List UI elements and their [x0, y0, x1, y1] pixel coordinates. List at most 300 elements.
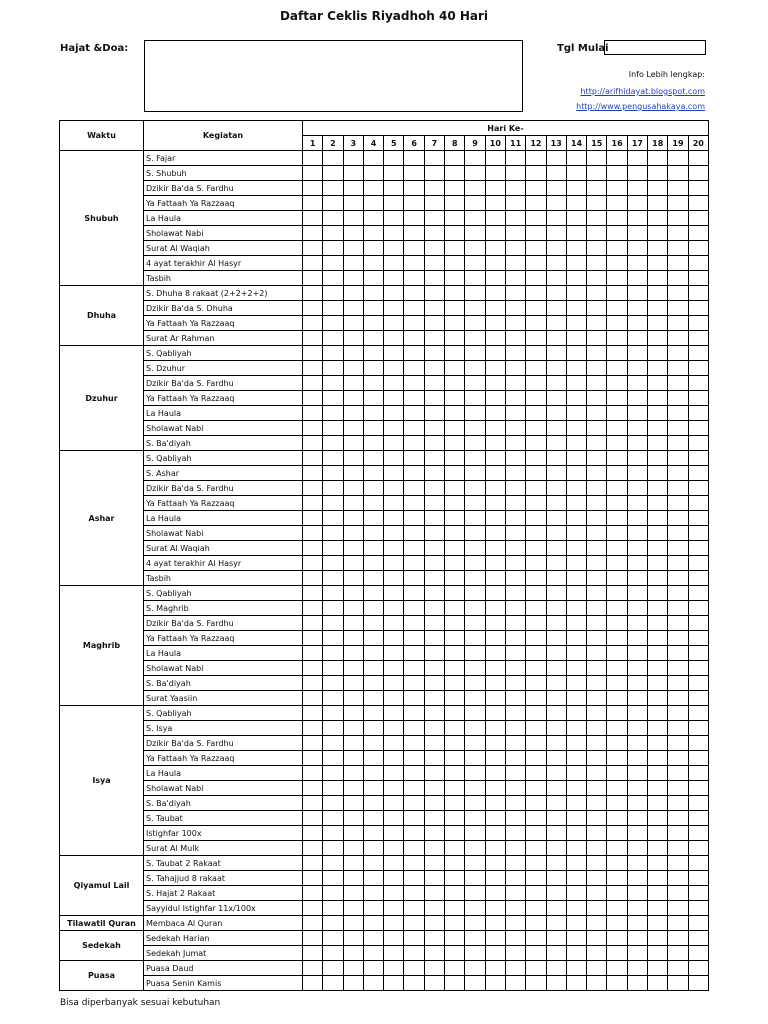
check-cell[interactable]	[363, 376, 383, 391]
check-cell[interactable]	[688, 421, 708, 436]
check-cell[interactable]	[648, 361, 668, 376]
check-cell[interactable]	[363, 736, 383, 751]
check-cell[interactable]	[303, 961, 323, 976]
check-cell[interactable]	[303, 286, 323, 301]
check-cell[interactable]	[303, 481, 323, 496]
check-cell[interactable]	[303, 736, 323, 751]
check-cell[interactable]	[627, 616, 647, 631]
check-cell[interactable]	[526, 616, 546, 631]
check-cell[interactable]	[526, 511, 546, 526]
check-cell[interactable]	[465, 286, 485, 301]
check-cell[interactable]	[526, 256, 546, 271]
check-cell[interactable]	[303, 181, 323, 196]
check-cell[interactable]	[343, 571, 363, 586]
check-cell[interactable]	[688, 961, 708, 976]
check-cell[interactable]	[505, 511, 525, 526]
check-cell[interactable]	[566, 841, 586, 856]
check-cell[interactable]	[303, 916, 323, 931]
check-cell[interactable]	[627, 346, 647, 361]
check-cell[interactable]	[465, 166, 485, 181]
check-cell[interactable]	[384, 301, 404, 316]
check-cell[interactable]	[688, 706, 708, 721]
check-cell[interactable]	[363, 946, 383, 961]
check-cell[interactable]	[668, 616, 688, 631]
check-cell[interactable]	[627, 151, 647, 166]
check-cell[interactable]	[546, 841, 566, 856]
check-cell[interactable]	[323, 796, 343, 811]
check-cell[interactable]	[465, 451, 485, 466]
check-cell[interactable]	[505, 316, 525, 331]
check-cell[interactable]	[485, 376, 505, 391]
check-cell[interactable]	[627, 826, 647, 841]
check-cell[interactable]	[445, 871, 465, 886]
check-cell[interactable]	[627, 406, 647, 421]
check-cell[interactable]	[384, 166, 404, 181]
check-cell[interactable]	[404, 481, 424, 496]
check-cell[interactable]	[323, 391, 343, 406]
check-cell[interactable]	[323, 556, 343, 571]
check-cell[interactable]	[404, 976, 424, 991]
check-cell[interactable]	[505, 766, 525, 781]
check-cell[interactable]	[607, 826, 627, 841]
check-cell[interactable]	[546, 751, 566, 766]
check-cell[interactable]	[465, 421, 485, 436]
check-cell[interactable]	[566, 826, 586, 841]
check-cell[interactable]	[587, 541, 607, 556]
check-cell[interactable]	[587, 766, 607, 781]
check-cell[interactable]	[688, 166, 708, 181]
check-cell[interactable]	[465, 781, 485, 796]
check-cell[interactable]	[384, 541, 404, 556]
check-cell[interactable]	[668, 406, 688, 421]
check-cell[interactable]	[607, 256, 627, 271]
check-cell[interactable]	[688, 526, 708, 541]
check-cell[interactable]	[323, 916, 343, 931]
check-cell[interactable]	[445, 721, 465, 736]
check-cell[interactable]	[404, 496, 424, 511]
check-cell[interactable]	[363, 661, 383, 676]
check-cell[interactable]	[648, 211, 668, 226]
check-cell[interactable]	[587, 421, 607, 436]
check-cell[interactable]	[445, 331, 465, 346]
check-cell[interactable]	[607, 181, 627, 196]
check-cell[interactable]	[343, 361, 363, 376]
check-cell[interactable]	[404, 151, 424, 166]
check-cell[interactable]	[465, 796, 485, 811]
check-cell[interactable]	[546, 226, 566, 241]
check-cell[interactable]	[566, 781, 586, 796]
check-cell[interactable]	[648, 391, 668, 406]
check-cell[interactable]	[404, 826, 424, 841]
check-cell[interactable]	[566, 736, 586, 751]
check-cell[interactable]	[424, 481, 444, 496]
check-cell[interactable]	[465, 496, 485, 511]
check-cell[interactable]	[303, 616, 323, 631]
check-cell[interactable]	[607, 166, 627, 181]
check-cell[interactable]	[505, 571, 525, 586]
check-cell[interactable]	[607, 526, 627, 541]
check-cell[interactable]	[303, 871, 323, 886]
check-cell[interactable]	[445, 391, 465, 406]
check-cell[interactable]	[465, 916, 485, 931]
check-cell[interactable]	[546, 151, 566, 166]
check-cell[interactable]	[363, 886, 383, 901]
check-cell[interactable]	[587, 601, 607, 616]
check-cell[interactable]	[404, 421, 424, 436]
check-cell[interactable]	[688, 271, 708, 286]
check-cell[interactable]	[445, 976, 465, 991]
check-cell[interactable]	[465, 256, 485, 271]
check-cell[interactable]	[587, 616, 607, 631]
check-cell[interactable]	[384, 226, 404, 241]
check-cell[interactable]	[485, 631, 505, 646]
check-cell[interactable]	[587, 391, 607, 406]
check-cell[interactable]	[485, 421, 505, 436]
check-cell[interactable]	[526, 526, 546, 541]
check-cell[interactable]	[485, 556, 505, 571]
check-cell[interactable]	[668, 691, 688, 706]
check-cell[interactable]	[607, 811, 627, 826]
check-cell[interactable]	[587, 346, 607, 361]
check-cell[interactable]	[485, 196, 505, 211]
check-cell[interactable]	[424, 601, 444, 616]
check-cell[interactable]	[566, 481, 586, 496]
check-cell[interactable]	[445, 211, 465, 226]
check-cell[interactable]	[363, 481, 383, 496]
check-cell[interactable]	[384, 391, 404, 406]
check-cell[interactable]	[566, 451, 586, 466]
check-cell[interactable]	[424, 166, 444, 181]
check-cell[interactable]	[505, 211, 525, 226]
check-cell[interactable]	[505, 376, 525, 391]
check-cell[interactable]	[323, 976, 343, 991]
check-cell[interactable]	[546, 856, 566, 871]
check-cell[interactable]	[546, 541, 566, 556]
check-cell[interactable]	[587, 526, 607, 541]
check-cell[interactable]	[465, 721, 485, 736]
check-cell[interactable]	[485, 496, 505, 511]
check-cell[interactable]	[384, 451, 404, 466]
check-cell[interactable]	[445, 916, 465, 931]
check-cell[interactable]	[546, 916, 566, 931]
check-cell[interactable]	[688, 481, 708, 496]
check-cell[interactable]	[668, 601, 688, 616]
check-cell[interactable]	[607, 721, 627, 736]
check-cell[interactable]	[607, 961, 627, 976]
check-cell[interactable]	[404, 901, 424, 916]
check-cell[interactable]	[627, 436, 647, 451]
check-cell[interactable]	[363, 451, 383, 466]
check-cell[interactable]	[668, 316, 688, 331]
check-cell[interactable]	[404, 766, 424, 781]
check-cell[interactable]	[445, 691, 465, 706]
check-cell[interactable]	[688, 226, 708, 241]
check-cell[interactable]	[303, 346, 323, 361]
check-cell[interactable]	[546, 556, 566, 571]
check-cell[interactable]	[668, 841, 688, 856]
check-cell[interactable]	[607, 631, 627, 646]
check-cell[interactable]	[648, 571, 668, 586]
check-cell[interactable]	[526, 736, 546, 751]
check-cell[interactable]	[445, 316, 465, 331]
check-cell[interactable]	[688, 571, 708, 586]
check-cell[interactable]	[323, 691, 343, 706]
check-cell[interactable]	[648, 946, 668, 961]
check-cell[interactable]	[505, 556, 525, 571]
check-cell[interactable]	[363, 286, 383, 301]
check-cell[interactable]	[343, 961, 363, 976]
check-cell[interactable]	[343, 661, 363, 676]
check-cell[interactable]	[546, 646, 566, 661]
check-cell[interactable]	[343, 511, 363, 526]
check-cell[interactable]	[363, 511, 383, 526]
check-cell[interactable]	[648, 826, 668, 841]
check-cell[interactable]	[607, 931, 627, 946]
check-cell[interactable]	[648, 271, 668, 286]
check-cell[interactable]	[648, 556, 668, 571]
check-cell[interactable]	[648, 931, 668, 946]
check-cell[interactable]	[363, 826, 383, 841]
check-cell[interactable]	[526, 676, 546, 691]
check-cell[interactable]	[668, 466, 688, 481]
check-cell[interactable]	[587, 181, 607, 196]
check-cell[interactable]	[566, 436, 586, 451]
check-cell[interactable]	[607, 331, 627, 346]
check-cell[interactable]	[424, 511, 444, 526]
check-cell[interactable]	[505, 781, 525, 796]
check-cell[interactable]	[424, 691, 444, 706]
check-cell[interactable]	[424, 916, 444, 931]
check-cell[interactable]	[566, 586, 586, 601]
check-cell[interactable]	[607, 511, 627, 526]
check-cell[interactable]	[303, 976, 323, 991]
check-cell[interactable]	[424, 721, 444, 736]
check-cell[interactable]	[627, 466, 647, 481]
check-cell[interactable]	[668, 421, 688, 436]
check-cell[interactable]	[688, 841, 708, 856]
check-cell[interactable]	[688, 286, 708, 301]
check-cell[interactable]	[587, 811, 607, 826]
check-cell[interactable]	[303, 511, 323, 526]
check-cell[interactable]	[607, 616, 627, 631]
check-cell[interactable]	[445, 646, 465, 661]
check-cell[interactable]	[587, 631, 607, 646]
check-cell[interactable]	[526, 481, 546, 496]
check-cell[interactable]	[566, 466, 586, 481]
check-cell[interactable]	[587, 946, 607, 961]
check-cell[interactable]	[465, 556, 485, 571]
check-cell[interactable]	[566, 496, 586, 511]
check-cell[interactable]	[445, 886, 465, 901]
hajat-doa-field[interactable]	[144, 40, 523, 112]
check-cell[interactable]	[566, 331, 586, 346]
check-cell[interactable]	[363, 421, 383, 436]
check-cell[interactable]	[607, 796, 627, 811]
check-cell[interactable]	[343, 826, 363, 841]
check-cell[interactable]	[343, 856, 363, 871]
check-cell[interactable]	[668, 886, 688, 901]
check-cell[interactable]	[465, 151, 485, 166]
check-cell[interactable]	[546, 166, 566, 181]
check-cell[interactable]	[445, 661, 465, 676]
check-cell[interactable]	[485, 256, 505, 271]
check-cell[interactable]	[627, 211, 647, 226]
check-cell[interactable]	[323, 316, 343, 331]
check-cell[interactable]	[546, 676, 566, 691]
check-cell[interactable]	[303, 376, 323, 391]
check-cell[interactable]	[505, 661, 525, 676]
check-cell[interactable]	[404, 661, 424, 676]
check-cell[interactable]	[587, 856, 607, 871]
check-cell[interactable]	[546, 196, 566, 211]
check-cell[interactable]	[465, 631, 485, 646]
check-cell[interactable]	[424, 751, 444, 766]
check-cell[interactable]	[323, 271, 343, 286]
check-cell[interactable]	[465, 766, 485, 781]
check-cell[interactable]	[668, 361, 688, 376]
check-cell[interactable]	[587, 151, 607, 166]
check-cell[interactable]	[587, 781, 607, 796]
check-cell[interactable]	[445, 931, 465, 946]
check-cell[interactable]	[627, 811, 647, 826]
check-cell[interactable]	[505, 301, 525, 316]
check-cell[interactable]	[343, 406, 363, 421]
check-cell[interactable]	[424, 316, 444, 331]
check-cell[interactable]	[668, 586, 688, 601]
check-cell[interactable]	[668, 451, 688, 466]
check-cell[interactable]	[363, 181, 383, 196]
check-cell[interactable]	[404, 616, 424, 631]
check-cell[interactable]	[363, 931, 383, 946]
check-cell[interactable]	[445, 961, 465, 976]
check-cell[interactable]	[485, 511, 505, 526]
check-cell[interactable]	[668, 766, 688, 781]
check-cell[interactable]	[505, 676, 525, 691]
check-cell[interactable]	[627, 196, 647, 211]
check-cell[interactable]	[688, 871, 708, 886]
check-cell[interactable]	[546, 481, 566, 496]
check-cell[interactable]	[485, 451, 505, 466]
check-cell[interactable]	[323, 946, 343, 961]
check-cell[interactable]	[323, 541, 343, 556]
check-cell[interactable]	[648, 586, 668, 601]
check-cell[interactable]	[465, 931, 485, 946]
check-cell[interactable]	[363, 601, 383, 616]
check-cell[interactable]	[505, 976, 525, 991]
check-cell[interactable]	[607, 916, 627, 931]
check-cell[interactable]	[323, 901, 343, 916]
check-cell[interactable]	[343, 541, 363, 556]
check-cell[interactable]	[343, 481, 363, 496]
check-cell[interactable]	[465, 196, 485, 211]
check-cell[interactable]	[384, 286, 404, 301]
check-cell[interactable]	[668, 661, 688, 676]
check-cell[interactable]	[668, 826, 688, 841]
check-cell[interactable]	[546, 406, 566, 421]
check-cell[interactable]	[363, 211, 383, 226]
check-cell[interactable]	[648, 181, 668, 196]
check-cell[interactable]	[566, 766, 586, 781]
check-cell[interactable]	[587, 466, 607, 481]
check-cell[interactable]	[668, 196, 688, 211]
check-cell[interactable]	[587, 511, 607, 526]
check-cell[interactable]	[445, 301, 465, 316]
check-cell[interactable]	[363, 406, 383, 421]
check-cell[interactable]	[546, 931, 566, 946]
check-cell[interactable]	[485, 841, 505, 856]
check-cell[interactable]	[587, 226, 607, 241]
check-cell[interactable]	[323, 571, 343, 586]
check-cell[interactable]	[384, 406, 404, 421]
check-cell[interactable]	[343, 601, 363, 616]
check-cell[interactable]	[526, 691, 546, 706]
check-cell[interactable]	[587, 751, 607, 766]
check-cell[interactable]	[607, 211, 627, 226]
check-cell[interactable]	[424, 391, 444, 406]
check-cell[interactable]	[424, 976, 444, 991]
check-cell[interactable]	[607, 901, 627, 916]
check-cell[interactable]	[424, 856, 444, 871]
check-cell[interactable]	[384, 271, 404, 286]
check-cell[interactable]	[668, 856, 688, 871]
check-cell[interactable]	[546, 736, 566, 751]
check-cell[interactable]	[323, 481, 343, 496]
check-cell[interactable]	[526, 406, 546, 421]
check-cell[interactable]	[303, 586, 323, 601]
check-cell[interactable]	[505, 826, 525, 841]
check-cell[interactable]	[384, 466, 404, 481]
check-cell[interactable]	[526, 631, 546, 646]
check-cell[interactable]	[485, 826, 505, 841]
check-cell[interactable]	[648, 346, 668, 361]
check-cell[interactable]	[587, 826, 607, 841]
check-cell[interactable]	[526, 286, 546, 301]
check-cell[interactable]	[303, 331, 323, 346]
check-cell[interactable]	[526, 661, 546, 676]
check-cell[interactable]	[566, 511, 586, 526]
check-cell[interactable]	[343, 931, 363, 946]
check-cell[interactable]	[323, 256, 343, 271]
check-cell[interactable]	[485, 466, 505, 481]
check-cell[interactable]	[607, 661, 627, 676]
check-cell[interactable]	[546, 511, 566, 526]
check-cell[interactable]	[465, 511, 485, 526]
check-cell[interactable]	[648, 691, 668, 706]
check-cell[interactable]	[323, 301, 343, 316]
check-cell[interactable]	[465, 316, 485, 331]
check-cell[interactable]	[343, 331, 363, 346]
check-cell[interactable]	[384, 181, 404, 196]
check-cell[interactable]	[607, 601, 627, 616]
check-cell[interactable]	[526, 811, 546, 826]
check-cell[interactable]	[526, 571, 546, 586]
check-cell[interactable]	[384, 661, 404, 676]
check-cell[interactable]	[607, 571, 627, 586]
check-cell[interactable]	[485, 526, 505, 541]
check-cell[interactable]	[485, 361, 505, 376]
check-cell[interactable]	[607, 751, 627, 766]
check-cell[interactable]	[465, 331, 485, 346]
check-cell[interactable]	[404, 811, 424, 826]
check-cell[interactable]	[343, 946, 363, 961]
check-cell[interactable]	[648, 796, 668, 811]
check-cell[interactable]	[424, 796, 444, 811]
check-cell[interactable]	[648, 856, 668, 871]
check-cell[interactable]	[303, 841, 323, 856]
check-cell[interactable]	[526, 886, 546, 901]
check-cell[interactable]	[465, 466, 485, 481]
check-cell[interactable]	[688, 946, 708, 961]
